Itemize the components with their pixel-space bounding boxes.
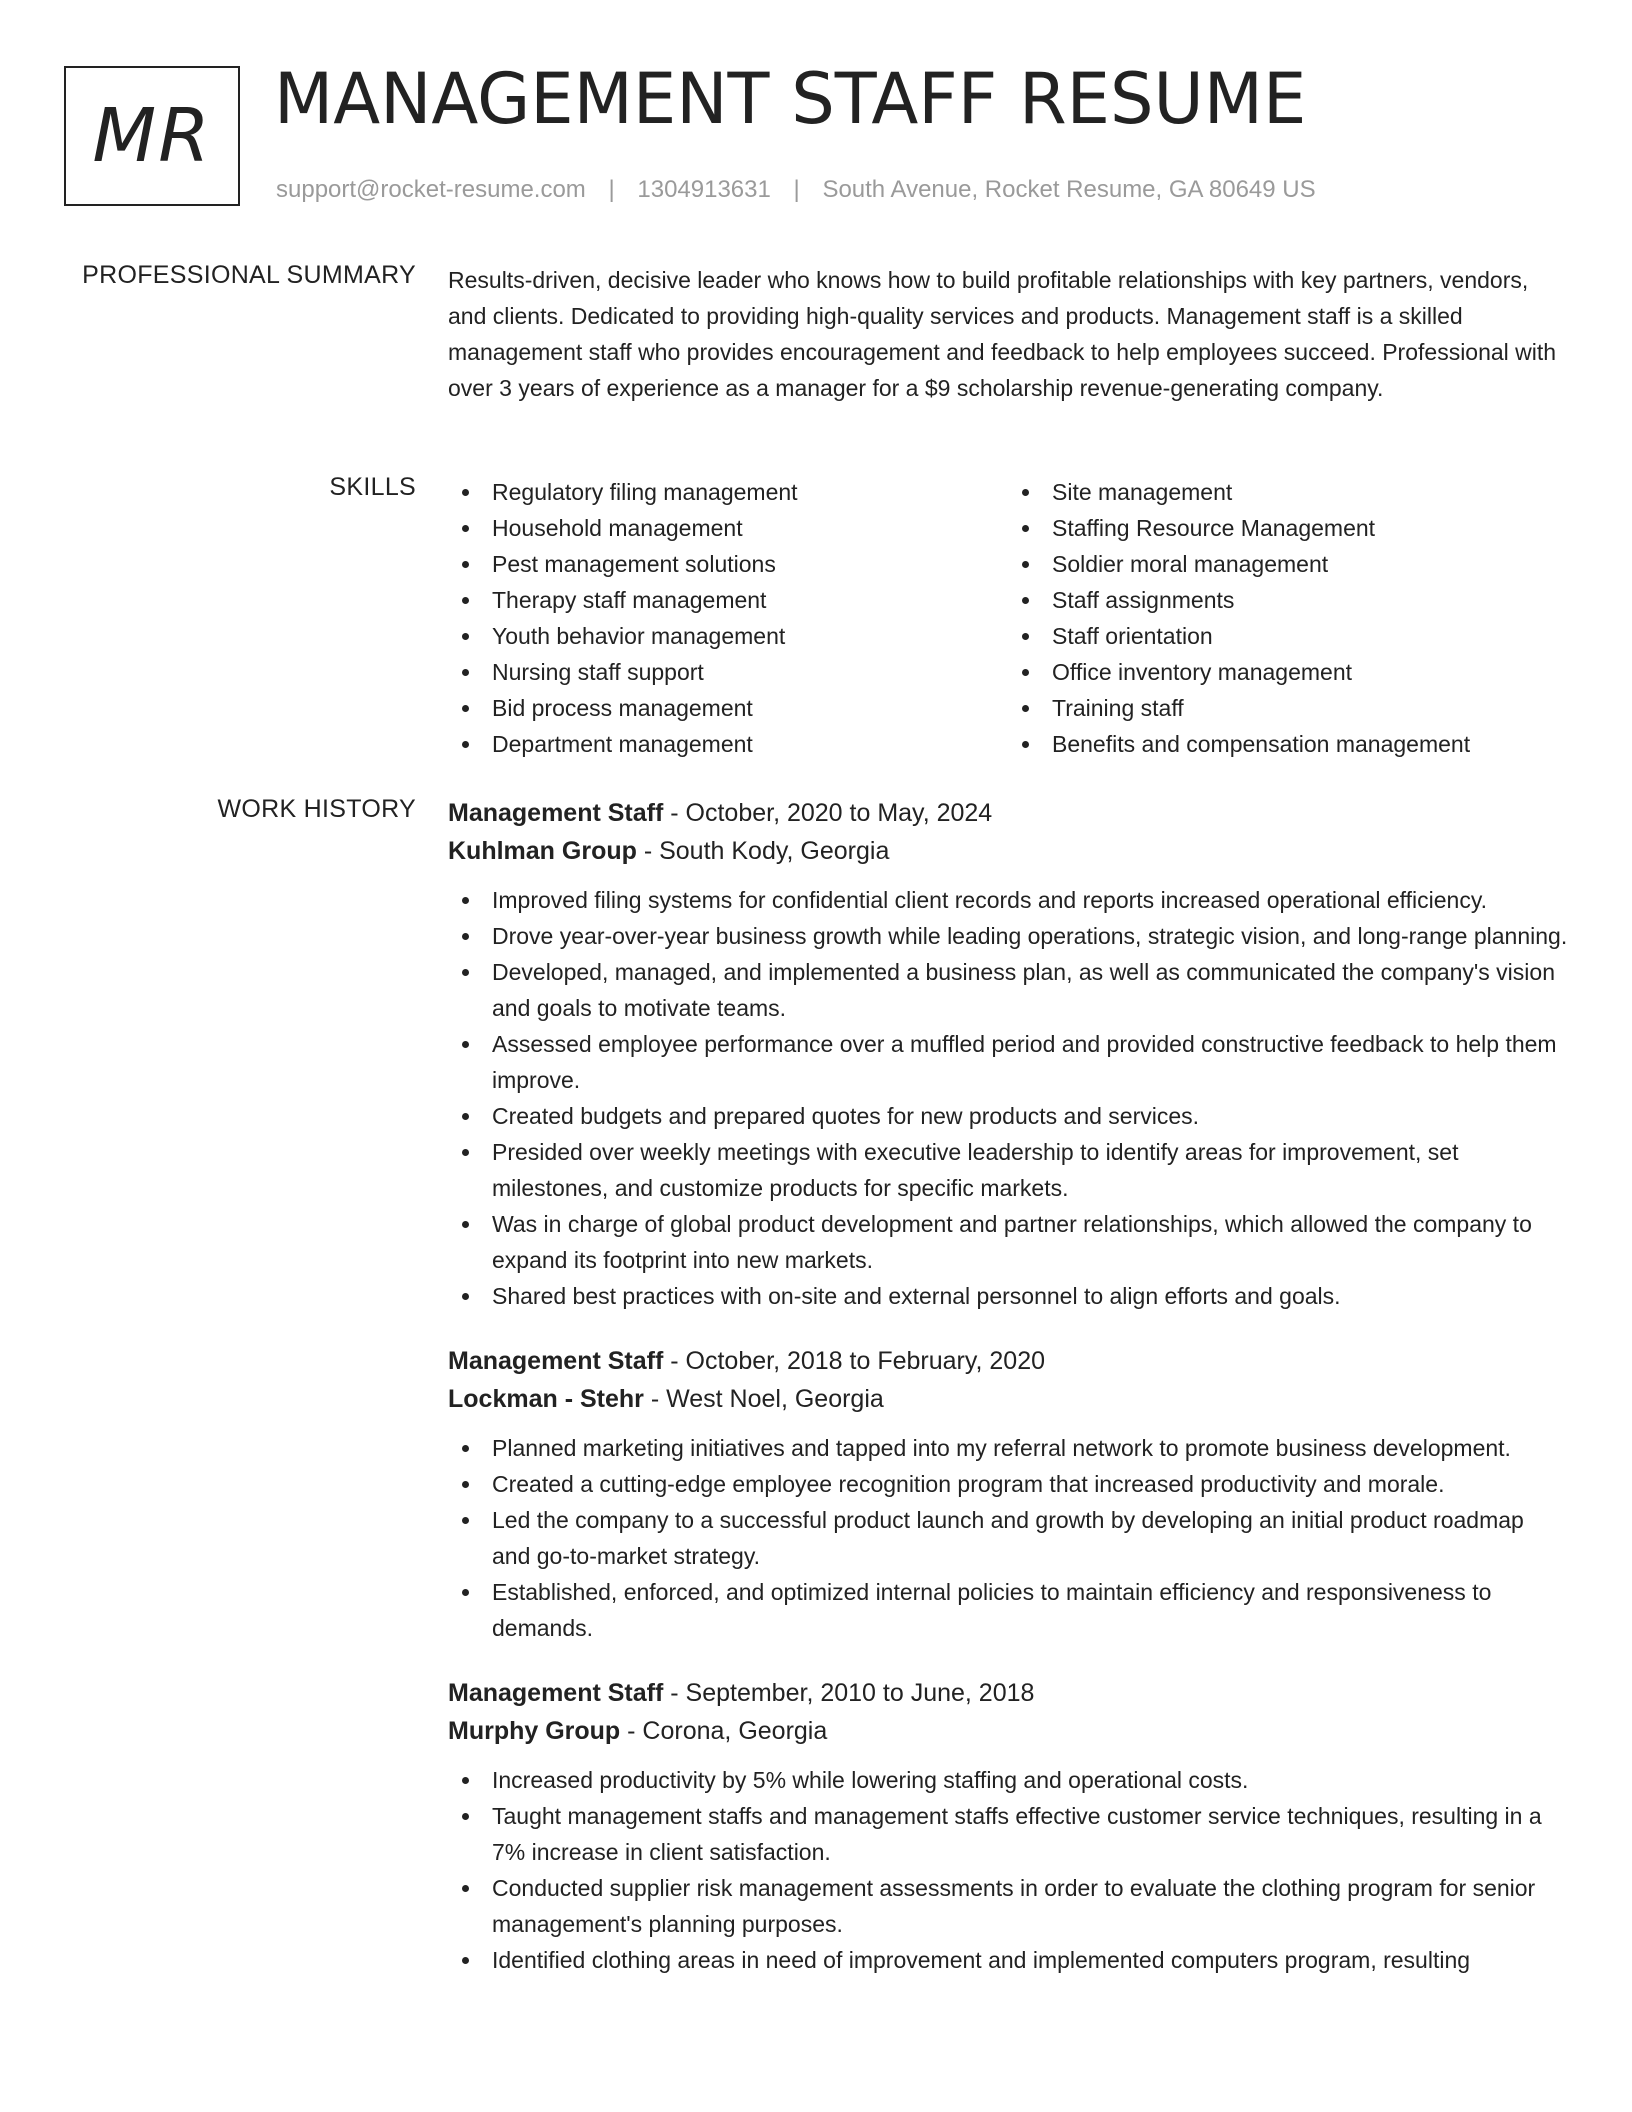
job-bullet: Presided over weekly meetings with executive leadership to identify areas for improvement, set milestones, and customize products for specific markets. [492, 1134, 1568, 1206]
skill-item: Soldier moral management [1052, 546, 1568, 582]
job-location: - Corona, Georgia [620, 1717, 828, 1745]
job-bullet: Drove year-over-year business growth while leading operations, strategic vision, and long-range planning. [492, 918, 1568, 954]
skill-item: Training staff [1052, 690, 1568, 726]
job-role: Management Staff [448, 799, 664, 827]
skill-item: Regulatory filing management [492, 474, 1008, 510]
contact-phone[interactable]: 1304913631 [637, 176, 771, 203]
skill-item: Staff assignments [1052, 582, 1568, 618]
skill-item: Youth behavior management [492, 618, 1008, 654]
job-role: Management Staff [448, 1679, 664, 1707]
job-role: Management Staff [448, 1347, 664, 1375]
job-bullet: Conducted supplier risk management assessments in order to evaluate the clothing program for senior management's planning purposes. [492, 1870, 1568, 1942]
summary-text: Results-driven, decisive leader who knows how to build profitable relationships with key partners, vendors, and clients. Dedicated to providing high-quality services and products. Management staff is a skilled management staff who provides encouragement and feedback to help employees succeed. Professional with over 3 years of experience as a manager for a $9 scholarship revenue-generating company. [448, 267, 1557, 401]
skill-item: Benefits and compensation management [1052, 726, 1568, 762]
job-bullet: Identified clothing areas in need of improvement and implemented computers program, resulting [492, 1942, 1568, 1978]
job-bullet: Planned marketing initiatives and tapped into my referral network to promote business development. [492, 1430, 1568, 1466]
job-bullet: Led the company to a successful product launch and growth by developing an initial product roadmap and go-to-market strategy. [492, 1502, 1568, 1574]
job-entry [448, 794, 1568, 1314]
resume-title: MANAGEMENT STAFF RESUME [274, 58, 1307, 140]
monogram-badge [64, 66, 240, 206]
skill-item: Pest management solutions [492, 546, 1008, 582]
job-bullet: Was in charge of global product development and partner relationships, which allowed the company to expand its footprint into new markets. [492, 1206, 1568, 1278]
job-bullets [448, 1762, 1568, 1978]
contact-separator: | [793, 176, 800, 203]
job-company: Kuhlman Group [448, 837, 637, 865]
skill-item: Department management [492, 726, 1008, 762]
work-history-heading: WORK HISTORY [217, 795, 416, 823]
contact-email[interactable]: support@rocket-resume.com [276, 176, 586, 203]
skill-item: Staff orientation [1052, 618, 1568, 654]
job-dates: - October, 2020 to May, 2024 [663, 799, 993, 827]
skills-heading: SKILLS [329, 473, 416, 501]
summary-heading: PROFESSIONAL SUMMARY [82, 261, 416, 289]
job-title-line [448, 794, 1568, 832]
job-bullet: Created budgets and prepared quotes for new products and services. [492, 1098, 1568, 1134]
skills-list-right [1008, 474, 1568, 762]
skill-item: Staffing Resource Management [1052, 510, 1568, 546]
job-entry [448, 1674, 1568, 1978]
monogram-initials: MR [92, 93, 212, 179]
job-bullet: Assessed employee performance over a muffled period and provided constructive feedback to help them improve. [492, 1026, 1568, 1098]
job-bullet: Improved filing systems for confidential client records and reports increased operational efficiency. [492, 882, 1568, 918]
job-bullet: Created a cutting-edge employee recognition program that increased productivity and morale. [492, 1466, 1568, 1502]
skills-list-left [448, 474, 1008, 762]
job-company-line [448, 1380, 1568, 1418]
job-bullets [448, 882, 1568, 1314]
job-bullet: Increased productivity by 5% while lowering staffing and operational costs. [492, 1762, 1568, 1798]
job-company-line [448, 832, 1568, 870]
job-location: - South Kody, Georgia [636, 837, 890, 865]
skill-item: Nursing staff support [492, 654, 1008, 690]
skill-item: Site management [1052, 474, 1568, 510]
job-company: Lockman - Stehr [448, 1385, 644, 1413]
skill-item: Household management [492, 510, 1008, 546]
job-company-line [448, 1712, 1568, 1750]
contact-address: South Avenue, Rocket Resume, GA 80649 US [822, 176, 1316, 203]
skill-item: Therapy staff management [492, 582, 1008, 618]
job-bullet: Shared best practices with on-site and external personnel to align efforts and goals. [492, 1278, 1568, 1314]
job-location: - West Noel, Georgia [643, 1385, 884, 1413]
job-dates: - October, 2018 to February, 2020 [663, 1347, 1046, 1375]
job-title-line [448, 1674, 1568, 1712]
job-bullet: Established, enforced, and optimized internal policies to maintain efficiency and responsiveness to demands. [492, 1574, 1568, 1646]
job-entry [448, 1342, 1568, 1646]
job-bullets [448, 1430, 1568, 1646]
job-bullet: Developed, managed, and implemented a business plan, as well as communicated the company's vision and goals to motivate teams. [492, 954, 1568, 1026]
job-title-line [448, 1342, 1568, 1380]
skill-item: Bid process management [492, 690, 1008, 726]
contact-line [276, 176, 1316, 204]
skill-item: Office inventory management [1052, 654, 1568, 690]
job-company: Murphy Group [448, 1717, 621, 1745]
job-dates: - September, 2010 to June, 2018 [663, 1679, 1035, 1707]
job-bullet: Taught management staffs and management staffs effective customer service techniques, resulting in a 7% increase in client satisfaction. [492, 1798, 1568, 1870]
contact-separator: | [608, 176, 615, 203]
